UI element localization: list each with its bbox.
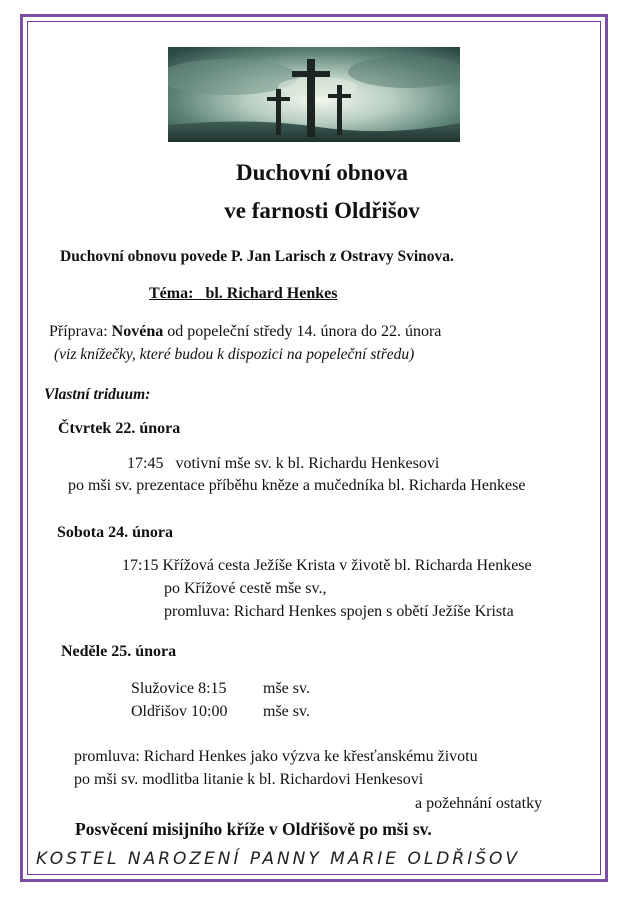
three-crosses-banner-image bbox=[168, 47, 460, 142]
theme-value: bl. Richard Henkes bbox=[205, 285, 338, 302]
sunday-line-3: a požehnání ostatky bbox=[415, 795, 543, 812]
closing-text: Posvěcení misijního kříže v Oldřišově po mši sv. bbox=[75, 819, 432, 839]
triduum-heading: Vlastní triduum: bbox=[44, 386, 151, 403]
theme-line bbox=[149, 285, 337, 303]
sunday-schedule-place-2: Oldřišov 10:00 bbox=[131, 703, 228, 720]
sunday-schedule-event-2: mše sv. bbox=[263, 703, 310, 720]
sunday-line-2: po mši sv. modlitba litanie k bl. Richardovi Henkesovi bbox=[74, 771, 424, 788]
sunday-schedule-event-1: mše sv. bbox=[263, 680, 310, 697]
title-line-2: ve farnosti Oldřišov bbox=[224, 198, 420, 223]
day-heading-thursday: Čtvrtek 22. února bbox=[58, 420, 181, 437]
saturday-line-2: po Křížové cestě mše sv., bbox=[164, 580, 327, 597]
preparation-text: od popeleční středy 14. února do 22. února bbox=[167, 323, 442, 340]
thursday-line-2: po mši sv. prezentace příběhu kněze a mučedníka bl. Richarda Henkese bbox=[68, 477, 526, 494]
page-border-inner bbox=[27, 21, 601, 875]
preparation-novena: Novéna bbox=[111, 323, 164, 340]
preparation-line bbox=[49, 323, 441, 341]
day-heading-saturday: Sobota 24. února bbox=[57, 524, 174, 541]
thursday-line-1: 17:45 votivní mše sv. k bl. Richardu Henkesovi bbox=[127, 455, 440, 472]
preparation-note: (viz knížečky, které budou k dispozici na popeleční středu) bbox=[54, 346, 415, 363]
sunday-schedule-place-1: Služovice 8:15 bbox=[131, 680, 227, 697]
preparation-label: Příprava: bbox=[49, 323, 108, 340]
title-line-1: Duchovní obnova bbox=[236, 160, 408, 185]
day-heading-sunday: Neděle 25. února bbox=[61, 643, 177, 660]
saturday-line-1: 17:15 Křížová cesta Ježíše Krista v životě bl. Richarda Henkese bbox=[122, 557, 532, 574]
theme-label: Téma: bbox=[149, 285, 194, 302]
leader-text: Duchovní obnovu povede P. Jan Larisch z Ostravy Svinova. bbox=[60, 248, 454, 265]
sunday-line-1: promluva: Richard Henkes jako výzva ke křesťanskému životu bbox=[74, 748, 478, 765]
saturday-line-3: promluva: Richard Henkes spojen s obětí Ježíše Krista bbox=[164, 603, 514, 620]
handwritten-note: KOSTEL NAROZENÍ PANNY MARIE OLDŘIŠOV bbox=[36, 849, 521, 869]
